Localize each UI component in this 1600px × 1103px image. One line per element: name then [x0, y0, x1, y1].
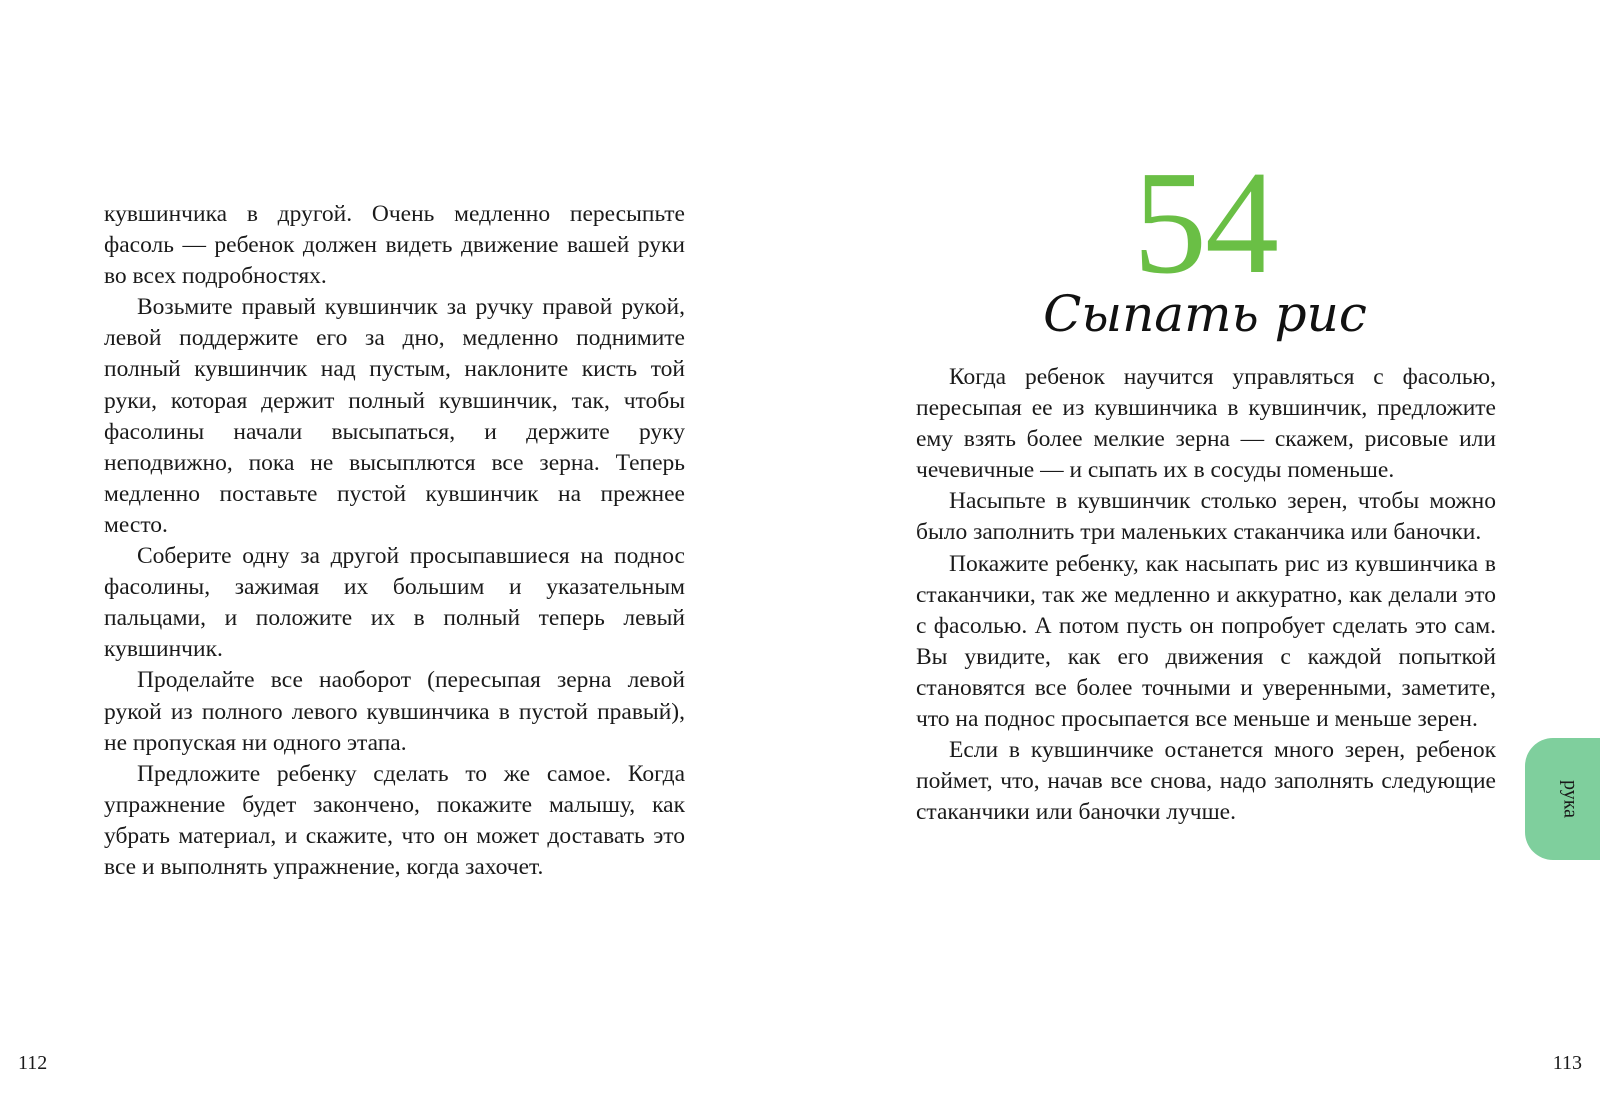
right-paragraph-4: Если в кувшинчике останется много зерен, ребенок поймет, что, начав все снова, надо заполнять следующие стаканчики или баночки лучше. [916, 737, 1496, 826]
left-paragraph-5: Предложите ребенку сделать то же самое. Когда упражнение будет закончено, покажите малышу, как убрать материал, и скажите, что он может доставать это все и выполнять упражнение, когда захочет. [104, 760, 685, 880]
chapter-title: Сыпать рис [1043, 285, 1367, 343]
page-number-right: 113 [1552, 1052, 1582, 1074]
section-tab [1525, 738, 1600, 860]
chapter-number: 54 [1133, 141, 1277, 305]
left-paragraph-1: кувшинчика в другой. Очень медленно пересыпьте фасоль — ребенок должен видеть движение вашей руки во всех подробностях. [104, 201, 685, 290]
right-paragraph-3: Покажите ребенку, как насыпать рис из кувшинчика в стаканчики, так же медленно и аккуратно, как делали это с фасолью. А потом пусть он попробует сделать это сам. Вы увидите, как его движения с каждой попыткой становятся все более точными и уверенными, заметите, что на поднос просыпается все меньше и меньше зерен. [916, 550, 1496, 733]
right-page [800, 0, 1600, 1103]
left-paragraph-4: Проделайте все наоборот (пересыпая зерна левой рукой из полного левого кувшинчика в пустой правый), не пропуская ни одного этапа. [104, 667, 685, 756]
left-paragraph-3: Соберите одну за другой просыпавшиеся на поднос фасолины, зажимая их большим и указательным пальцами, и положите их в полный теперь левый кувшинчик. [104, 543, 685, 663]
left-paragraph-2: Возьмите правый кувшинчик за ручку правой рукой, левой поддержите его за дно, медленно поднимите полный кувшинчик над пустым, наклоните кисть той руки, которая держит полный кувшинчик, так, чтобы фасолины начали высыпаться, и держите руку неподвижно, пока не высыплются все зерна. Теперь медленно поставьте пустой кувшинчик на прежнее место. [104, 294, 685, 538]
section-tab-label: рука [1559, 779, 1582, 819]
page-number-left: 112 [18, 1052, 48, 1074]
right-paragraph-1: Когда ребенок научится управляться с фасолью, пересыпая ее из кувшинчика в кувшинчик, предложите ему взять более мелкие зерна — скажем, рисовые или чечевичные — и сыпать их в сосуды поменьше. [916, 364, 1496, 484]
left-text-column [104, 199, 685, 883]
right-text-column [916, 362, 1496, 828]
right-paragraph-2: Насыпьте в кувшинчик столько зерен, чтобы можно было заполнить три маленьких стаканчика или баночки. [916, 488, 1496, 546]
